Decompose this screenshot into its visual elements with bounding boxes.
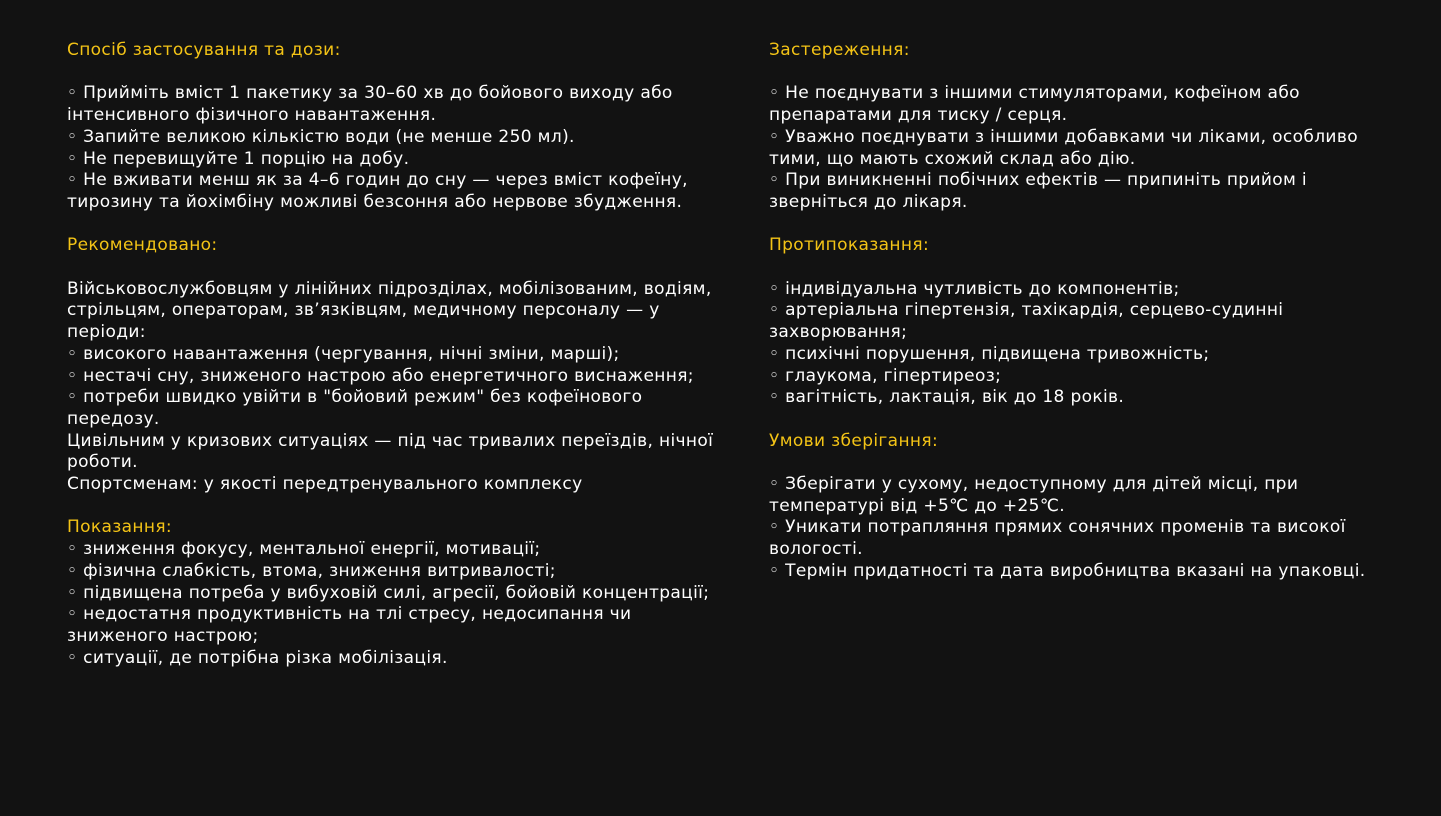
recommended-athletes: Спортсменам: у якості передтренувального комплексу xyxy=(67,474,583,495)
recommended-item: ◦ високого навантаження (чергування, нічні зміни, марші); xyxy=(67,343,620,364)
warnings-heading: Застереження: xyxy=(769,40,910,60)
contraindications-item: ◦ артеріальна гіпертензія, тахікардія, серцево-судинні захворювання; xyxy=(769,300,1284,343)
usage-item: ◦ Запийте великою кількістю води (не менше 250 мл). xyxy=(67,126,575,147)
usage-heading: Спосіб застосування та дози: xyxy=(67,40,341,60)
indications-item: ◦ зниження фокусу, ментальної енергії, мотивації; xyxy=(67,539,541,560)
recommended-item: ◦ нестачі сну, зниженого настрою або енергетичного виснаження; xyxy=(67,365,694,386)
usage-section xyxy=(67,40,727,214)
recommended-civilians: Цивільним у кризових ситуаціях — під час тривалих переїздів, нічної роботи. xyxy=(67,430,714,473)
indications-item: ◦ недостатня продуктивність на тлі стресу, недосипання чи зниженого настрою; xyxy=(67,604,632,646)
indications-heading: Показання: xyxy=(67,517,173,538)
usage-item: ◦ Не вживати менш як за 4–6 годин до сну — через вміст кофеїну, тирозину та йохімбіну можливі безсоння або нервове збудження. xyxy=(67,170,688,212)
warnings-section xyxy=(769,40,1399,214)
usage-item: ◦ Не перевищуйте 1 порцію на добу. xyxy=(67,148,410,169)
recommended-intro: Військовослужбовцям у лінійних підрозділах, мобілізованим, водіям, стрільцям, операторам, зв’язківцям, медичному персоналу — у періоди: xyxy=(67,278,712,343)
storage-section xyxy=(769,431,1399,583)
contraindications-item: ◦ індивідуальна чутливість до компонентів; xyxy=(769,278,1180,299)
storage-item: ◦ Зберігати у сухому, недоступному для дітей місці, при температурі від +5℃ до +25℃. xyxy=(769,473,1299,516)
indications-item: ◦ ситуації, де потрібна різка мобілізація. xyxy=(67,647,448,668)
storage-item: ◦ Термін придатності та дата виробництва вказані на упаковці. xyxy=(769,560,1366,581)
contraindications-item: ◦ психічні порушення, підвищена тривожність; xyxy=(769,343,1210,364)
indications-item: ◦ підвищена потреба у вибуховій силі, агресії, бойовій концентрації; xyxy=(67,582,710,603)
warnings-item: ◦ Не поєднувати з іншими стимуляторами, кофеїном або препаратами для тиску / серця. xyxy=(769,83,1300,126)
usage-item: ◦ Прийміть вміст 1 пакетику за 30–60 хв до бойового виходу або інтенсивного фізичного навантаження. xyxy=(67,83,673,126)
right-column xyxy=(769,40,1399,583)
contraindications-section xyxy=(769,235,1399,409)
recommended-heading: Рекомендовано: xyxy=(67,235,218,256)
indications-section xyxy=(67,517,727,669)
left-column xyxy=(67,40,727,669)
contraindications-heading: Протипоказання: xyxy=(769,235,930,256)
warnings-item: ◦ При виникненні побічних ефектів — припиніть прийом і зверніться до лікаря. xyxy=(769,170,1307,212)
contraindications-item: ◦ вагітність, лактація, вік до 18 років. xyxy=(769,387,1125,408)
recommended-item: ◦ потреби швидко увійти в "бойовий режим" без кофеїнового передозу. xyxy=(67,387,643,429)
warnings-item: ◦ Уважно поєднувати з іншими добавками чи ліками, особливо тими, що мають схожий склад або дію. xyxy=(769,126,1358,169)
contraindications-item: ◦ глаукома, гіпертиреоз; xyxy=(769,365,1002,386)
storage-item: ◦ Уникати потрапляння прямих сонячних променів та високої вологості. xyxy=(769,517,1346,560)
indications-item: ◦ фізична слабкість, втома, зниження витривалості; xyxy=(67,560,556,581)
storage-heading: Умови зберігання: xyxy=(769,430,939,451)
recommended-section xyxy=(67,235,727,495)
